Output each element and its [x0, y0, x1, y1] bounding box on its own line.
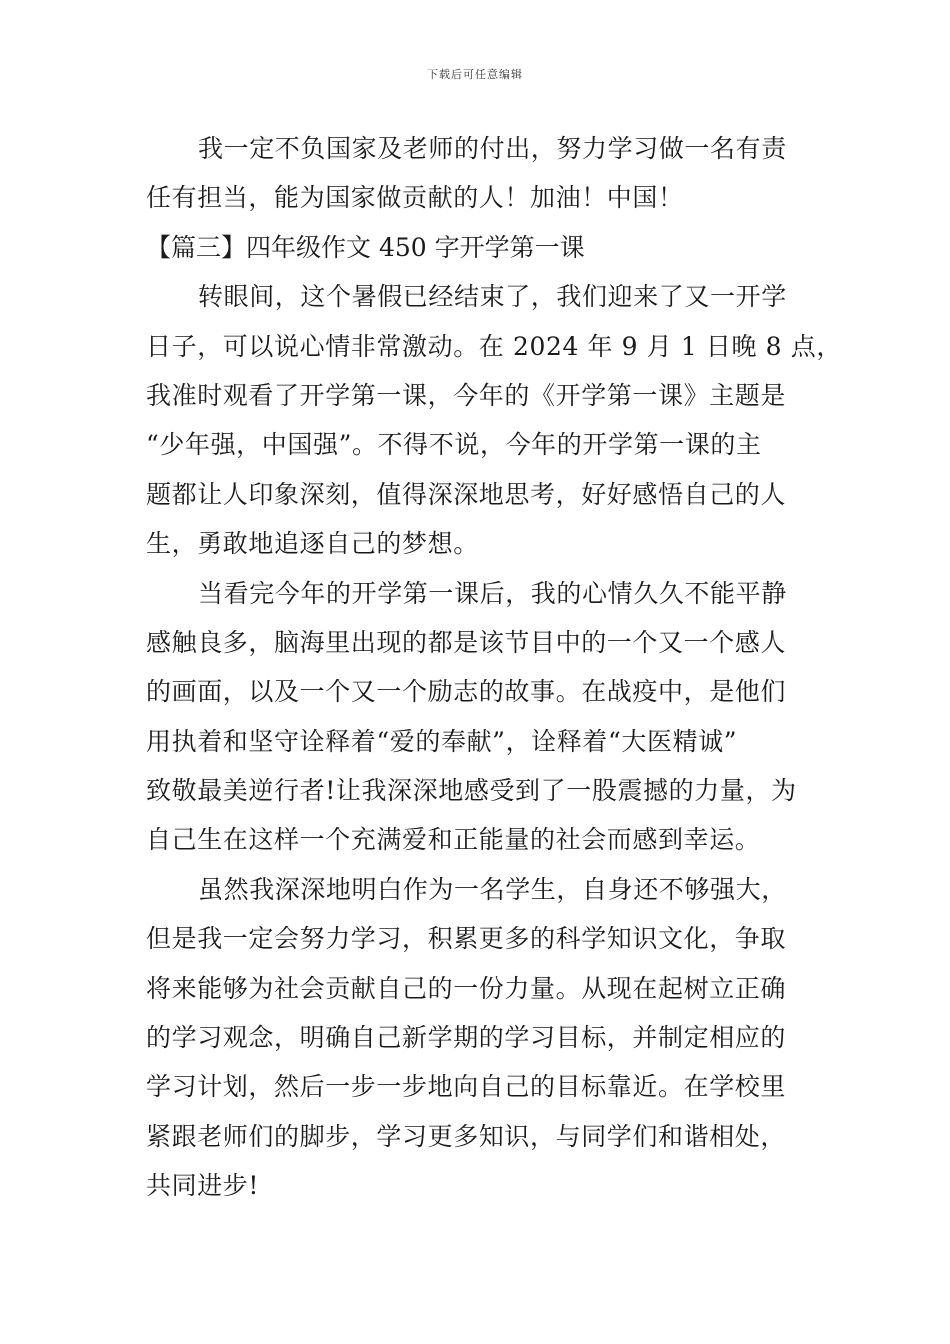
text-line: “少年强，中国强”。不得不说，今年的开学第一课的主	[146, 430, 762, 460]
text-line: 题都让人印象深刻，值得深深地思考，好好感悟自己的人	[146, 479, 787, 509]
text-line: 用执着和坚守诠释着“爱的奉献”，诠释着“大医精诚”	[146, 726, 738, 756]
text-line: 紧跟老师们的脚步，学习更多知识，与同学们和谐相处，	[146, 1121, 787, 1151]
text-line: 转眼间，这个暑假已经结束了，我们迎来了又一开学	[198, 282, 787, 312]
text-line: 虽然我深深地明白作为一名学生，自身还不够强大，	[198, 874, 787, 904]
text-line: 自己生在这样一个充满爱和正能量的社会而感到幸运。	[146, 825, 761, 855]
text-line: 但是我一定会努力学习，积累更多的科学知识文化，争取	[146, 924, 787, 954]
heading-line: 【篇三】四年级作文 450 字开学第一课	[146, 232, 585, 262]
paragraph-resolution	[146, 865, 808, 1211]
text-line: 生，勇敢地追逐自己的梦想。	[146, 529, 479, 559]
section-heading	[146, 223, 808, 272]
text-line: 感触良多，脑海里出现的都是该节目中的一个又一个感人	[146, 627, 787, 657]
text-line: 的画面，以及一个又一个励志的故事。在战疫中，是他们	[146, 677, 787, 707]
document-body	[146, 124, 842, 1211]
paragraph-intro	[146, 272, 842, 568]
text-line: 致敬最美逆行者!让我深深地感受到了一股震撼的力量，为	[146, 776, 797, 806]
text-line: 我准时观看了开学第一课，今年的《开学第一课》主题是	[146, 380, 787, 410]
paragraph-reflection	[146, 569, 808, 865]
text-line: 我一定不负国家及老师的付出，努力学习做一名有责	[198, 134, 787, 163]
text-line: 将来能够为社会贡献自己的一份力量。从现在起树立正确	[146, 973, 787, 1003]
text-line: 日子，可以说心情非常激动。在 2024 年 9 月 1 日晚 8 点，	[146, 331, 842, 361]
text-line: 任有担当，能为国家做贡献的人！加油！中国！	[146, 183, 684, 213]
text-line: 共同进步!	[146, 1171, 260, 1201]
text-line: 学习计划，然后一步一步地向自己的目标靠近。在学校里	[146, 1072, 787, 1102]
page-header: 下载后可任意编辑	[427, 68, 523, 81]
text-line: 的学习观念，明确自己新学期的学习目标，并制定相应的	[146, 1023, 787, 1053]
paragraph-closing	[146, 124, 808, 223]
text-line: 当看完今年的开学第一课后，我的心情久久不能平静	[198, 578, 787, 608]
